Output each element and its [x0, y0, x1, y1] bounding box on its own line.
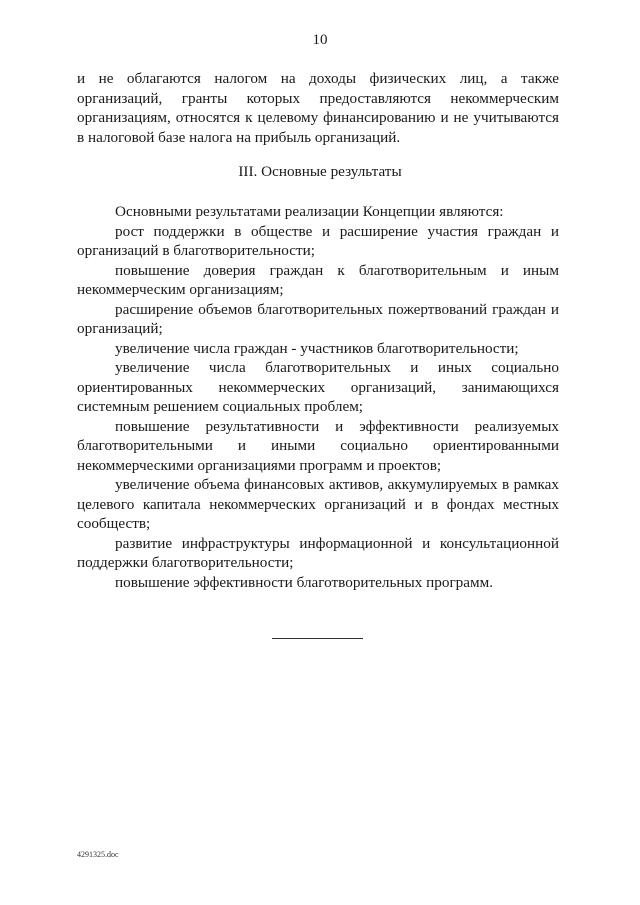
result-item: рост поддержки в обществе и расширение участия граждан и организаций в благотворительности; — [77, 222, 559, 259]
intro-paragraph: и не облагаются налогом на доходы физических лиц, а также организаций, гранты которых предоставляются некоммерческим организациям, относятся к целевому финансированию и не учитываются в налоговой базе налога на прибыль организаций. — [77, 70, 559, 146]
page-number: 10 — [312, 32, 328, 48]
result-item: увеличение числа граждан - участников благотворительности; — [115, 339, 519, 357]
footer-document-code: 4291325.doc — [77, 850, 119, 859]
result-item: повышение доверия граждан к благотворительным и иным некоммерческим организациям; — [77, 261, 559, 298]
section-heading: III. Основные результаты — [238, 163, 402, 180]
results-intro: Основными результатами реализации Концепции являются: — [115, 203, 504, 220]
result-item: расширение объемов благотворительных пожертвований граждан и организаций; — [77, 300, 559, 337]
intro-text — [77, 69, 559, 147]
result-item: повышение результативности и эффективности реализуемых благотворительными и иными социально ориентированными некоммерческими организациями программ и проектов; — [77, 417, 559, 474]
result-item: развитие инфраструктуры информационной и консультационной поддержки благотворительности; — [77, 534, 559, 571]
results-list — [77, 202, 559, 592]
result-item: увеличение числа благотворительных и иных социально ориентированных некоммерческих организаций, занимающихся системным решением социальных проблем; — [77, 359, 559, 415]
end-separator-line — [272, 638, 363, 639]
result-item: повышение эффективности благотворительных программ. — [115, 573, 494, 591]
result-item: увеличение объема финансовых активов, аккумулируемых в рамках целевого капитала некоммерческих организаций и в фондах местных сообществ; — [77, 476, 559, 532]
